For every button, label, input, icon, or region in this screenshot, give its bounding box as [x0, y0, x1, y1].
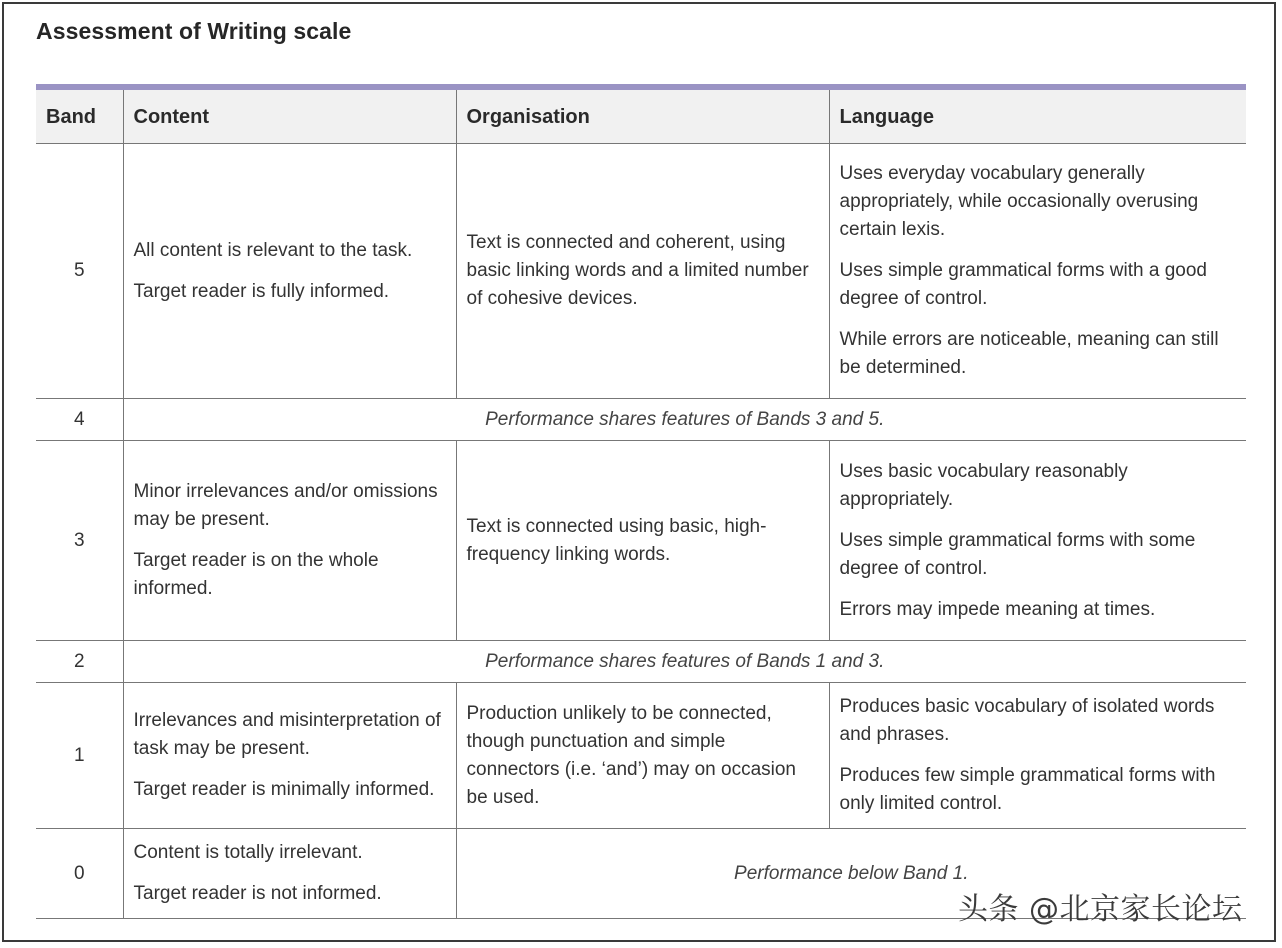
organisation-cell [456, 441, 829, 641]
content-cell [123, 144, 456, 399]
shared-features-text: Performance shares features of Bands 3 and 5. [123, 399, 1246, 441]
organisation-text: Text is connected and coherent, using basic linking words and a limited number of cohesive devices. [466, 232, 809, 309]
header-organisation: Organisation [456, 90, 829, 144]
language-text: Produces few simple grammatical forms with only limited control. [839, 765, 1216, 814]
table-row-band-1 [36, 683, 1246, 829]
band-cell: 3 [36, 441, 123, 641]
content-text: Content is totally irrelevant. [133, 842, 363, 863]
content-text: Target reader is on the whole informed. [133, 550, 379, 599]
band-cell: 5 [36, 144, 123, 399]
organisation-text: Production unlikely to be connected, though punctuation and simple connectors (i.e. ‘and’) may on occasion be used. [466, 702, 796, 808]
table-row-band-3 [36, 441, 1246, 641]
header-band: Band [36, 90, 123, 144]
writing-scale-table [36, 90, 1246, 919]
table-row-band-5 [36, 144, 1246, 399]
language-text: While errors are noticeable, meaning can still be determined. [839, 329, 1219, 378]
language-cell [829, 144, 1246, 399]
shared-features-text: Performance shares features of Bands 1 and 3. [123, 641, 1246, 683]
content-text: Target reader is fully informed. [133, 280, 390, 302]
content-text: Irrelevances and misinterpretation of task may be present. [133, 710, 441, 759]
watermark: 头条 @北京家长论坛 [958, 892, 1243, 927]
content-cell [123, 829, 456, 919]
organisation-cell [456, 144, 829, 399]
table-header-row [36, 90, 1246, 144]
language-cell [829, 683, 1246, 829]
content-text: All content is relevant to the task. [133, 239, 413, 261]
organisation-text: Text is connected using basic, high-frequency linking words. [466, 515, 767, 565]
content-cell [123, 683, 456, 829]
band-cell: 2 [36, 641, 123, 683]
content-text: Minor irrelevances and/or omissions may be present. [133, 481, 438, 530]
language-text: Uses basic vocabulary reasonably appropriately. [839, 460, 1128, 510]
band-cell: 4 [36, 399, 123, 441]
language-text: Errors may impede meaning at times. [839, 598, 1156, 620]
content-text: Target reader is not informed. [133, 883, 382, 904]
organisation-cell [456, 683, 829, 829]
page-title: Assessment of Writing scale [36, 18, 352, 44]
header-language: Language [829, 90, 1246, 144]
table-row-band-4 [36, 399, 1246, 441]
language-cell [829, 441, 1246, 641]
language-text: Uses everyday vocabulary generally appropriately, while occasionally overusing certain lexis. [839, 163, 1199, 240]
below-band-text: Performance below Band 1. [456, 829, 1246, 919]
content-text: Target reader is minimally informed. [133, 779, 435, 800]
content-cell [123, 441, 456, 641]
band-cell: 1 [36, 683, 123, 829]
band-cell: 0 [36, 829, 123, 919]
language-text: Uses simple grammatical forms with a good degree of control. [839, 260, 1207, 309]
table-row-band-2 [36, 641, 1246, 683]
language-text: Produces basic vocabulary of isolated words and phrases. [839, 696, 1215, 745]
header-content: Content [123, 90, 456, 144]
language-text: Uses simple grammatical forms with some degree of control. [839, 529, 1196, 579]
